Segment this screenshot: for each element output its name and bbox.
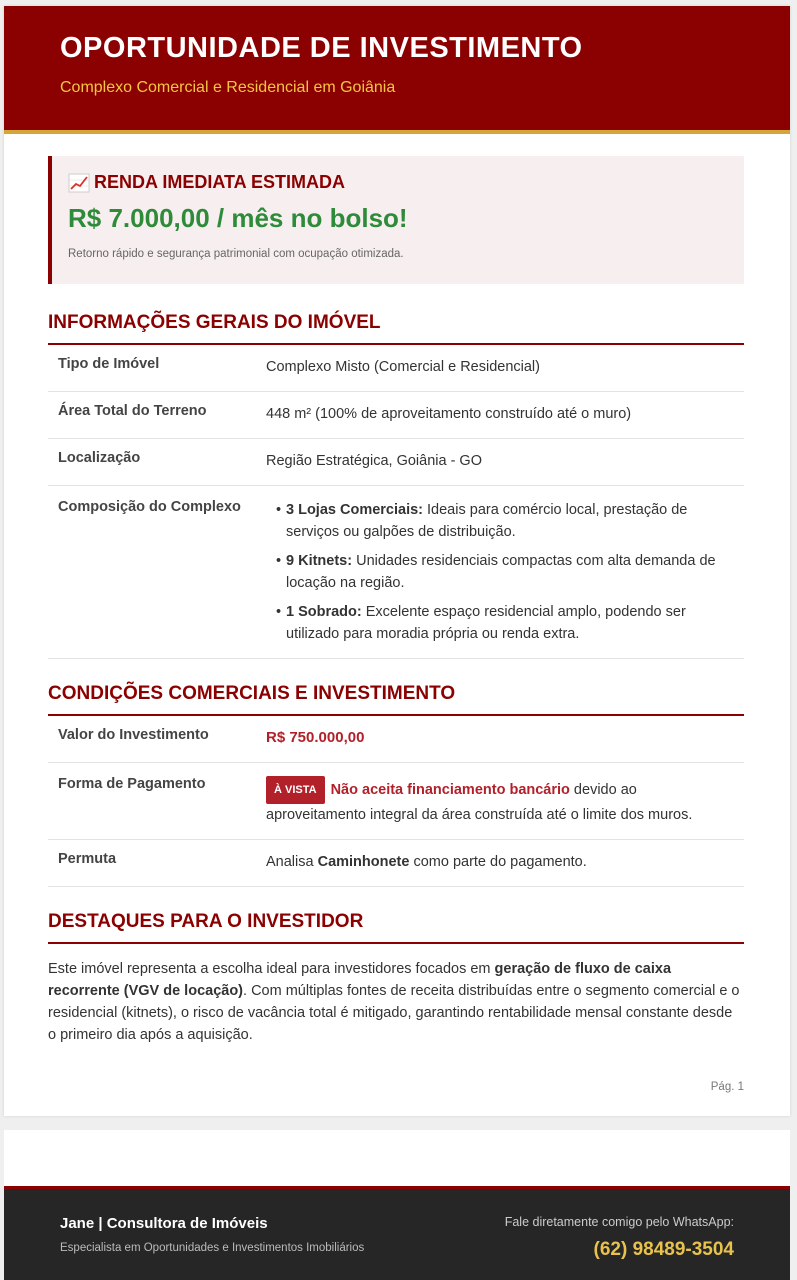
row-value: Complexo Misto (Comercial e Residencial) xyxy=(256,345,744,392)
row-value xyxy=(256,716,744,763)
agent-role: Especialista em Oportunidades e Investimentos Imobiliários xyxy=(60,1242,365,1254)
commercial-table xyxy=(48,716,744,887)
income-highlight-title xyxy=(68,172,724,193)
investor-highlights-paragraph xyxy=(48,958,744,1046)
row-value xyxy=(256,763,744,840)
page-title: OPORTUNIDADE DE INVESTIMENTO xyxy=(60,32,583,64)
row-label: Permuta xyxy=(48,840,256,887)
table-row xyxy=(48,763,744,840)
agent-name: Jane | Consultora de Imóveis xyxy=(60,1215,268,1232)
payment-badge: À VISTA xyxy=(266,776,325,804)
no-financing-text: Não aceita financiamento bancário xyxy=(330,782,570,798)
income-highlight-title-text: RENDA IMEDIATA ESTIMADA xyxy=(94,172,345,192)
list-item-bold: 1 Sobrado: xyxy=(286,604,362,620)
row-label: Localização xyxy=(48,439,256,486)
row-label: Tipo de Imóvel xyxy=(48,345,256,392)
chart-increasing-icon xyxy=(68,173,90,193)
list-item-bold: 3 Lojas Comerciais: xyxy=(286,502,423,518)
income-value: R$ 7.000,00 / mês no bolso! xyxy=(68,203,408,233)
list-item xyxy=(276,550,734,594)
composition-list xyxy=(266,499,734,645)
row-label: Área Total do Terreno xyxy=(48,392,256,439)
whatsapp-label: Fale diretamente comigo pelo WhatsApp: xyxy=(504,1215,734,1229)
general-info-section-title: INFORMAÇÕES GERAIS DO IMÓVEL xyxy=(48,312,744,345)
table-row xyxy=(48,716,744,763)
paragraph-text: . Com múltiplas fontes de receita distribuídas entre o segmento comercial e o residencial (kitnets), o risco de vacância total é mitigado, garantindo rentabilidade mensal constante desde o primeiro dia após a aquisição. xyxy=(48,983,740,1043)
agent-info xyxy=(60,1215,364,1280)
exchange-bold: Caminhonete xyxy=(317,854,410,870)
table-row xyxy=(48,345,744,392)
page-subtitle: Complexo Comercial e Residencial em Goiânia xyxy=(60,79,396,96)
investment-value: R$ 750.000,00 xyxy=(266,729,365,746)
row-label: Forma de Pagamento xyxy=(48,763,256,840)
payment-text: devido ao aproveitamento integral da área construída até o limite dos muros. xyxy=(266,782,693,823)
row-value: Região Estratégica, Goiânia - GO xyxy=(256,439,744,486)
whatsapp-contact xyxy=(505,1215,734,1280)
whatsapp-phone[interactable]: (62) 98489-3504 xyxy=(593,1239,734,1260)
exchange-suffix: como parte do pagamento. xyxy=(409,854,587,870)
page-content xyxy=(4,134,790,1046)
row-value: 448 m² (100% de aproveitamento construído até o muro) xyxy=(256,392,744,439)
list-item xyxy=(276,499,734,543)
list-item-bold: 9 Kitnets: xyxy=(286,553,353,569)
paragraph-text: Este imóvel representa a escolha ideal para investidores focados em xyxy=(48,961,495,977)
general-info-table xyxy=(48,345,744,659)
row-value xyxy=(256,840,744,887)
row-label: Valor do Investimento xyxy=(48,716,256,763)
commercial-section-title: CONDIÇÕES COMERCIAIS E INVESTIMENTO xyxy=(48,683,744,716)
exchange-prefix: Analisa xyxy=(266,854,318,870)
page-header xyxy=(4,6,790,134)
table-row xyxy=(48,392,744,439)
list-item xyxy=(276,601,734,645)
page-number: Pág. 1 xyxy=(710,1081,744,1093)
document-page-1 xyxy=(4,6,790,1116)
list-item-text: Ideais para comércio local, prestação de serviços ou galpões de distribuição. xyxy=(286,502,688,540)
list-item-text: Excelente espaço residencial amplo, podendo ser utilizado para moradia própria ou renda extra. xyxy=(286,604,686,642)
table-row xyxy=(48,439,744,486)
page-footer xyxy=(4,1186,790,1280)
paragraph-bold: geração de fluxo de caixa recorrente (VGV de locação) xyxy=(48,961,672,999)
table-row xyxy=(48,486,744,659)
table-row xyxy=(48,840,744,887)
income-note: Retorno rápido e segurança patrimonial com ocupação otimizada. xyxy=(68,248,404,260)
investor-highlights-title: DESTAQUES PARA O INVESTIDOR xyxy=(48,911,744,944)
row-label: Composição do Complexo xyxy=(48,486,256,659)
income-highlight-box xyxy=(48,156,744,284)
list-item-text: Unidades residenciais compactas com alta demanda de locação na região. xyxy=(286,553,716,591)
row-value xyxy=(256,486,744,659)
